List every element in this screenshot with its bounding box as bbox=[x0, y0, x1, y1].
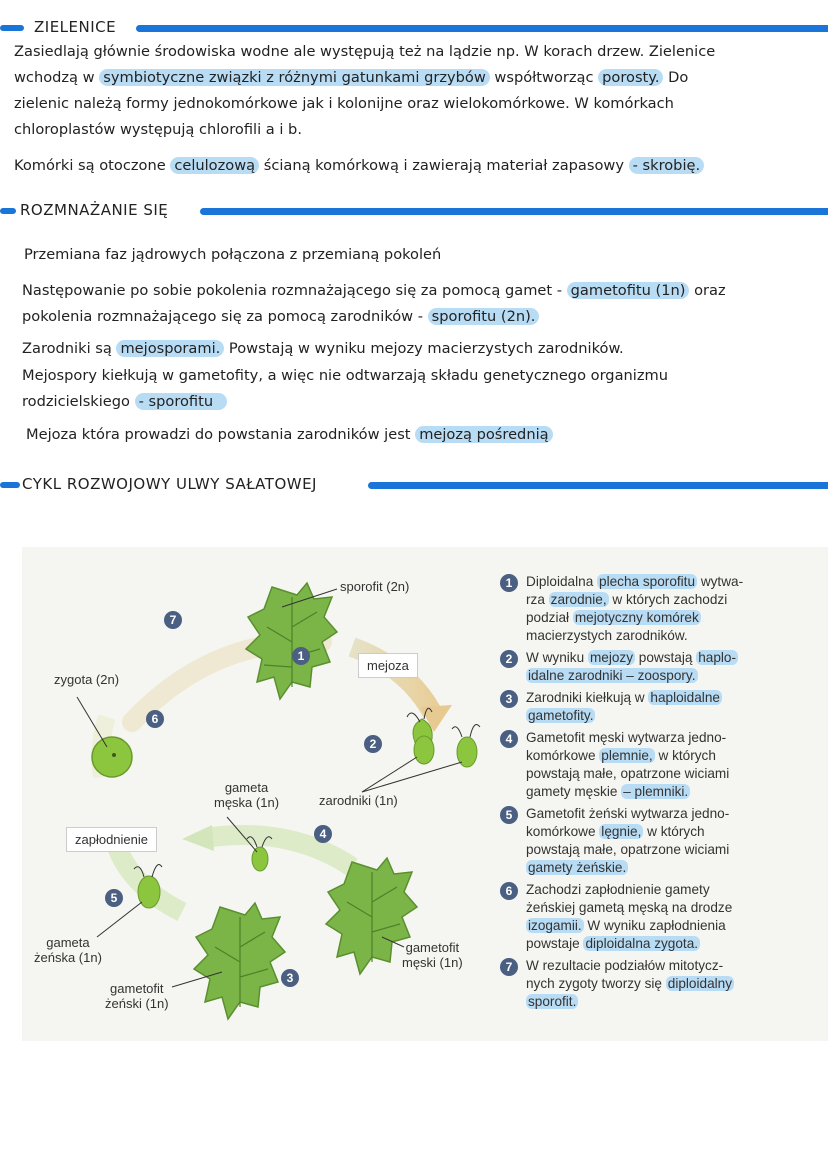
highlight: – plemniki. bbox=[623, 784, 689, 799]
step-number-icon: 5 bbox=[500, 806, 518, 824]
highlight: mejosporami. bbox=[116, 340, 224, 357]
step-item: 3 Zarodniki kiełkują w haploidalne gametofity. bbox=[500, 689, 790, 725]
header-accent-bar bbox=[136, 25, 828, 32]
label-zygota: zygota (2n) bbox=[54, 672, 120, 687]
rozmnazanie-p1: Przemiana faz jądrowych połączona z przemianą pokoleń bbox=[24, 246, 442, 263]
gametofit-zenski-thallus bbox=[194, 903, 285, 1019]
section-header-zielenice bbox=[0, 16, 828, 40]
rozmnazanie-p2: Następowanie po sobie pokolenia rozmnażającego się za pomocą gamet - gametofitu (1n) oraz pokolenia rozmnażającego się za pomocą zarodników - sporofitu (2n). bbox=[22, 282, 726, 325]
label-gameta-meska: gameta męska (1n) bbox=[214, 780, 280, 810]
highlight: plemnie, bbox=[601, 748, 653, 763]
text-line: zielenic należą formy jednokomórkowe jak i kolonijne oraz wielokomórkowe. W komórkach bbox=[14, 95, 674, 112]
cycle-arc-middle bbox=[212, 835, 352, 867]
zygota-cell bbox=[92, 737, 132, 777]
highlight: mejozą pośrednią bbox=[415, 426, 552, 443]
rozmnazanie-p3: Zarodniki są mejosporami. Powstają w wyniku mejozy macierzystych zarodników. bbox=[22, 340, 624, 357]
step-item: 7 W rezultacie podziałów mitotycz- nych zygoty tworzy się diploidalny sporofit. bbox=[500, 957, 790, 1011]
highlight: mejozy bbox=[589, 650, 634, 665]
cycle-marker-2: 2 bbox=[364, 735, 382, 753]
step-number-icon: 1 bbox=[500, 574, 518, 592]
highlight: diploidalna zygota. bbox=[585, 936, 699, 951]
header-accent-pill bbox=[0, 208, 16, 214]
highlight: zarodnie, bbox=[550, 592, 607, 607]
header-accent-bar bbox=[368, 482, 828, 489]
cycle-marker-1: 1 bbox=[292, 647, 310, 665]
step-item: 1 Diploidalna plecha sporofitu wytwa- rza zarodnie, w których zachodzi podział mejotyczny komórek macierzystych zarodników. bbox=[500, 573, 790, 645]
highlight: symbiotyczne związki z różnymi gatunkami grzybów bbox=[99, 69, 490, 86]
zielenice-paragraph bbox=[14, 39, 715, 143]
highlight: idalne zarodniki – zoospory. bbox=[528, 668, 696, 683]
highlight: - skrobię. bbox=[629, 157, 705, 174]
header-accent-pill bbox=[0, 25, 24, 31]
label-zarodniki: zarodniki (1n) bbox=[319, 793, 398, 808]
cycle-marker-5: 5 bbox=[105, 889, 123, 907]
cycle-marker-4: 4 bbox=[314, 825, 332, 843]
step-item: 6 Zachodzi zapłodnienie gamety żeńskiej gametą męską na drodze izogamii. W wyniku zapłodnienia powstaje diploidalna zygota. bbox=[500, 881, 790, 953]
step-item: 4 Gametofit męski wytwarza jedno- komórkowe plemnie, w których powstają małe, opatrzone wiciami gamety męskie – plemniki. bbox=[500, 729, 790, 801]
label-gametofit-zenski: gametofit żeński (1n) bbox=[105, 981, 169, 1011]
arrowhead-middle bbox=[182, 825, 214, 851]
label-sporofit: sporofit (2n) bbox=[340, 579, 410, 594]
highlight: lęgnie, bbox=[601, 824, 642, 839]
section-header-cykl bbox=[0, 473, 828, 497]
zoospore-2 bbox=[452, 725, 480, 767]
step-item: 2 W wyniku mejozy powstają haplo- idalne zarodniki – zoospory. bbox=[500, 649, 790, 685]
highlight: haploidalne bbox=[650, 690, 720, 705]
highlight: gamety żeńskie. bbox=[528, 860, 627, 875]
highlight: porosty. bbox=[598, 69, 663, 86]
highlight: haplo- bbox=[698, 650, 737, 665]
highlight: - sporofitu bbox=[135, 393, 227, 410]
life-cycle-figure bbox=[22, 547, 828, 1041]
steps-list bbox=[500, 573, 790, 1015]
highlight: mejotyczny komórek bbox=[574, 610, 699, 625]
label-zaplodnienie: zapłodnienie bbox=[66, 827, 157, 852]
sporofit-thallus bbox=[246, 583, 337, 699]
label-mejoza: mejoza bbox=[358, 653, 418, 678]
text-line: wchodzą w symbiotyczne związki z różnymi gatunkami grzybów współtworząc porosty. Do bbox=[14, 69, 689, 86]
label-gametofit-meski: gametofit męski (1n) bbox=[402, 940, 463, 970]
section-title: ZIELENICE bbox=[34, 18, 117, 36]
highlight: celulozową bbox=[170, 157, 259, 174]
highlight: gametofitu (1n) bbox=[567, 282, 690, 299]
step-number-icon: 4 bbox=[500, 730, 518, 748]
highlight: sporofit. bbox=[528, 994, 577, 1009]
header-accent-bar bbox=[200, 208, 828, 215]
section-header-rozmnazanie bbox=[0, 199, 828, 223]
step-number-icon: 6 bbox=[500, 882, 518, 900]
step-number-icon: 7 bbox=[500, 958, 518, 976]
header-accent-pill bbox=[0, 482, 20, 488]
highlight: sporofitu (2n). bbox=[428, 308, 540, 325]
step-item: 5 Gametofit żeński wytwarza jedno- komórkowe lęgnie, w których powstają małe, opatrzone wiciami gamety żeńskie. bbox=[500, 805, 790, 877]
text-line: chloroplastów występują chlorofili a i b. bbox=[14, 121, 302, 138]
section-title: ROZMNAŻANIE SIĘ bbox=[20, 201, 169, 219]
highlight: plecha sporofitu bbox=[599, 574, 696, 589]
cycle-marker-3: 3 bbox=[281, 969, 299, 987]
highlight: diploidalny bbox=[667, 976, 733, 991]
rozmnazanie-p5: Mejoza która prowadzi do powstania zarodników jest mejozą pośrednią bbox=[26, 422, 553, 448]
zielenice-paragraph-2: Komórki są otoczone celulozową ścianą komórkową i zawierają materiał zapasowy - skrobię. bbox=[14, 153, 704, 179]
label-gameta-zenska: gameta żeńska (1n) bbox=[34, 935, 102, 965]
highlight: gametofity. bbox=[528, 708, 594, 723]
step-number-icon: 2 bbox=[500, 650, 518, 668]
section-title: CYKL ROZWOJOWY ULWY SAŁATOWEJ bbox=[22, 475, 317, 493]
cycle-marker-6: 6 bbox=[146, 710, 164, 728]
rozmnazanie-p4: Mejospory kiełkują w gametofity, a więc nie odtwarzają składu genetycznego organizmu rodzicielskiego - sporofitu bbox=[22, 367, 668, 410]
step-number-icon: 3 bbox=[500, 690, 518, 708]
cycle-marker-7: 7 bbox=[164, 611, 182, 629]
highlight: izogamii. bbox=[528, 918, 582, 933]
text-line: Zasiedlają głównie środowiska wodne ale występują też na lądzie np. W korach drzew. Zielenice bbox=[14, 43, 716, 60]
